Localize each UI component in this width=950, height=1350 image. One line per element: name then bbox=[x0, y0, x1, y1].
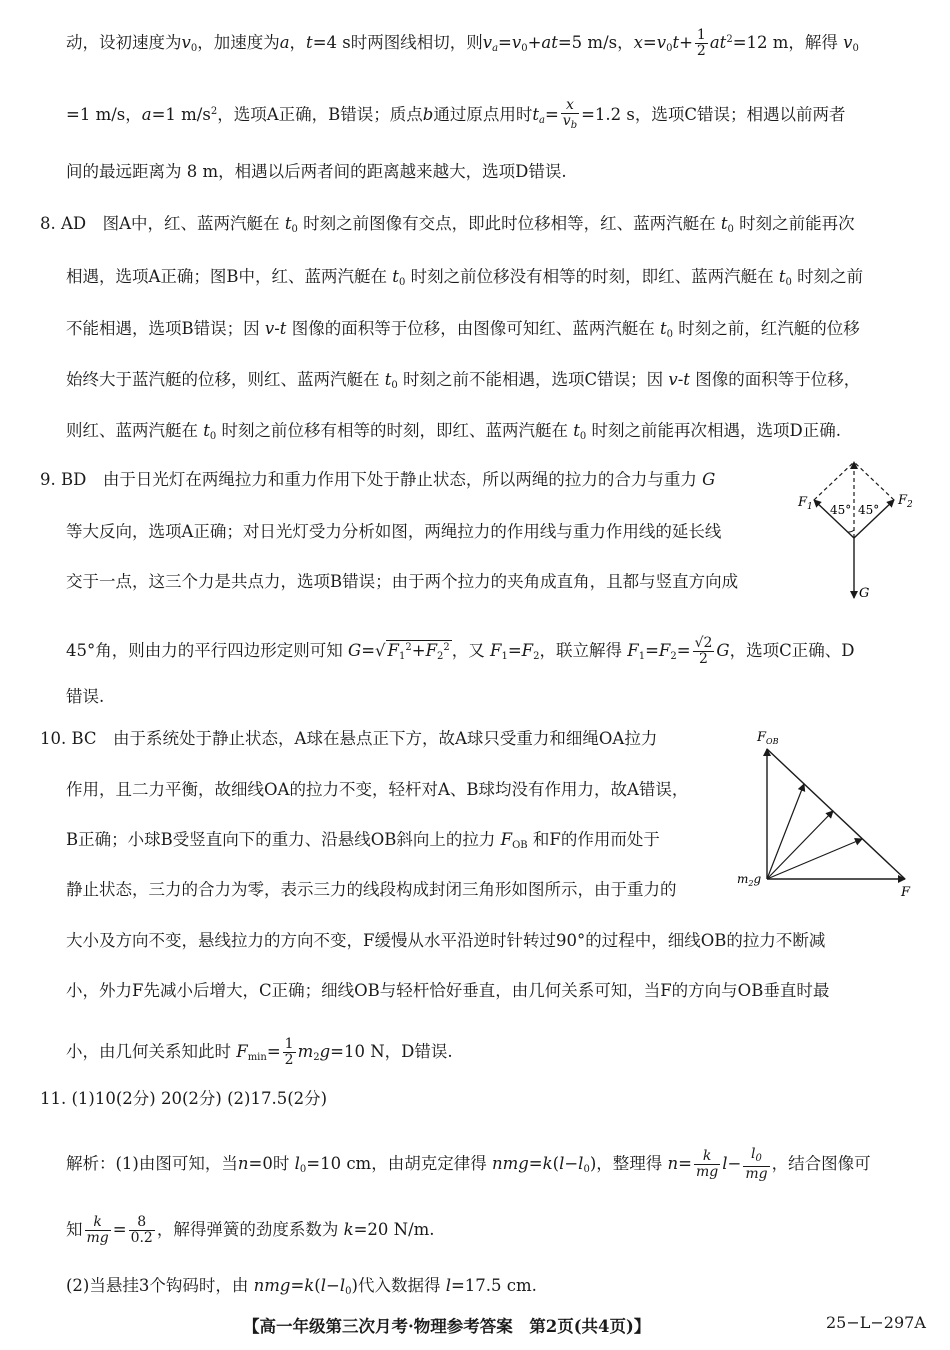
angle-right-label: 45° bbox=[858, 503, 880, 517]
p7-line2: =1 m/s，a=1 $m/s^2$，选项A正确，B错误；质点b通过原点用时$t_a=$ $\frac{x}{v_b}$ =1.2 s，选项C错误；相遇以前两者 bbox=[66, 97, 846, 131]
parallelogram-dashed-right bbox=[854, 462, 894, 500]
hypotenuse-line bbox=[767, 749, 905, 879]
p11-line2: 知 $\frac{k}{mg}$ = $\frac{8}{0.2}$ ，解得弹簧的劲度系数为 k=20 N/m. bbox=[66, 1214, 435, 1246]
p8-line1: 8. AD 图A中，红、蓝两汽艇在 $t_0$ 时刻之前图像有交点，即此时位移相等，红、蓝两汽艇在 $t_0$ 时刻之前能再次 bbox=[40, 214, 855, 235]
g-label: G bbox=[859, 586, 870, 601]
footer-code: 25−L−297A bbox=[826, 1313, 926, 1332]
m2g-label: $m_2g$ bbox=[737, 872, 762, 888]
fob-label: $F_{OB}$ bbox=[757, 730, 779, 746]
f-arrow-2 bbox=[767, 811, 833, 879]
p8-line5: 则红、蓝两汽艇在 $t_0$ 时刻之前位移有相等的时刻，即红、蓝两汽艇在 $t_0$ 时刻之前能再次相遇，选项D正确. bbox=[66, 421, 842, 442]
f1-label: $F_1$ bbox=[798, 495, 813, 512]
p9-line4: 45°角，则由力的平行四边形定则可知 G=√ $F_1^2+F_2^2$ ，又 $F_1=F_2$，联立解得 $F_1=F_2=$ $\frac{√2}{2}$ G，选项C正确、D bbox=[66, 635, 855, 667]
f-arrow-3 bbox=[767, 839, 862, 879]
footer-title: 【高一年级第三次月考·物理参考答案 第2页(共4页)】 bbox=[243, 1317, 651, 1336]
p7-line3: 间的最远距离为 8 m，相遇以后两者间的距离越来越大，选项D错误. bbox=[66, 162, 567, 181]
angle-left-label: 45° bbox=[830, 503, 852, 517]
p10-line6: 小，外力F先减小后增大，C正确；细线OB与轻杆恰好垂直，由几何关系可知，当F的方向与OB垂直时最 bbox=[66, 981, 830, 1000]
f-arrow-1 bbox=[767, 784, 804, 879]
parallelogram-dashed-left bbox=[814, 462, 854, 500]
f2-label: $F_2$ bbox=[898, 493, 913, 510]
p10-line5: 大小及方向不变，悬线拉力的方向不变，F缓慢从水平沿逆时针转过90°的过程中，细线OB的拉力不断减 bbox=[66, 931, 826, 950]
p10-line3: B正确；小球B受竖直向下的重力、沿悬线OB斜向上的拉力 $F_{OB}$ 和F的作用而处于 bbox=[66, 830, 660, 851]
p8-line4: 始终大于蓝汽艇的位移，则红、蓝两汽艇在 $t_0$ 时刻之前不能相遇，选项C错误；因 v-t 图像的面积等于位移， bbox=[66, 370, 861, 391]
p8-line3: 不能相遇，选项B错误；因 v-t 图像的面积等于位移，由图像可知红、蓝两汽艇在 $t_0$ 时刻之前，红汽艇的位移 bbox=[66, 319, 860, 340]
f-label: F bbox=[901, 885, 911, 899]
p9-line3: 交于一点，这三个力是共点力，选项B错误；由于两个拉力的夹角成直角，且都与竖直方向成 bbox=[66, 572, 739, 591]
p9-line2: 等大反向，选项A正确；对日光灯受力分析如图，两绳拉力的作用线与重力作用线的延长线 bbox=[66, 522, 722, 541]
p9-line1: 9. BD 由于日光灯在两绳拉力和重力作用下处于静止状态，所以两绳的拉力的合力与重力 G bbox=[40, 470, 716, 489]
page-footer bbox=[0, 1313, 950, 1337]
p10-line1: 10. BC 由于系统处于静止状态，A球在悬点正下方，故A球只受重力和细绳OA拉力 bbox=[40, 729, 658, 748]
p10-line4: 静止状态，三力的合力为零，表示三力的线段构成封闭三角形如图所示，由于重力的 bbox=[66, 880, 677, 899]
p11-line3: (2)当悬挂3个钩码时，由 $nmg=k(l-l_0)$代入数据得 l=17.5 cm. bbox=[66, 1276, 537, 1297]
p11-answer-line: 11. (1)10(2分) 20(2分) (2)17.5(2分) bbox=[40, 1089, 328, 1108]
force-diagram-lamp bbox=[786, 452, 916, 602]
p7-line1: 动，设初速度为$v_0$，加速度为a，t=4 s时两图线相切，则$v_a=v_0+at=5$ m/s，$x=v_0t+$ $\frac{1}{2}$ $at^2=12$ m，解得 $v_0$ bbox=[66, 27, 859, 59]
force-triangle-diagram bbox=[735, 727, 915, 899]
p8-line2: 相遇，选项A正确；图B中，红、蓝两汽艇在 $t_0$ 时刻之前位移没有相等的时刻，即红、蓝两汽艇在 $t_0$ 时刻之前 bbox=[66, 267, 864, 288]
p9-line5: 错误. bbox=[66, 687, 105, 706]
p10-line2: 作用，且二力平衡，故细线OA的拉力不变，轻杆对A、B球均没有作用力，故A错误， bbox=[66, 780, 689, 799]
p10-line7: 小，由几何关系知此时 $F_{min}=$ $\frac{1}{2}$ $m_2g=10$ N，D错误. bbox=[66, 1036, 453, 1068]
p11-line1: 解析：(1)由图可知，当n=0时 $l_0=10$ cm，由胡克定律得 $nmg=k(l-l_0)$，整理得 n= $\frac{k}{mg}$ l− $\frac{l_0}{mg}$ ，结合图像可 bbox=[66, 1146, 871, 1182]
